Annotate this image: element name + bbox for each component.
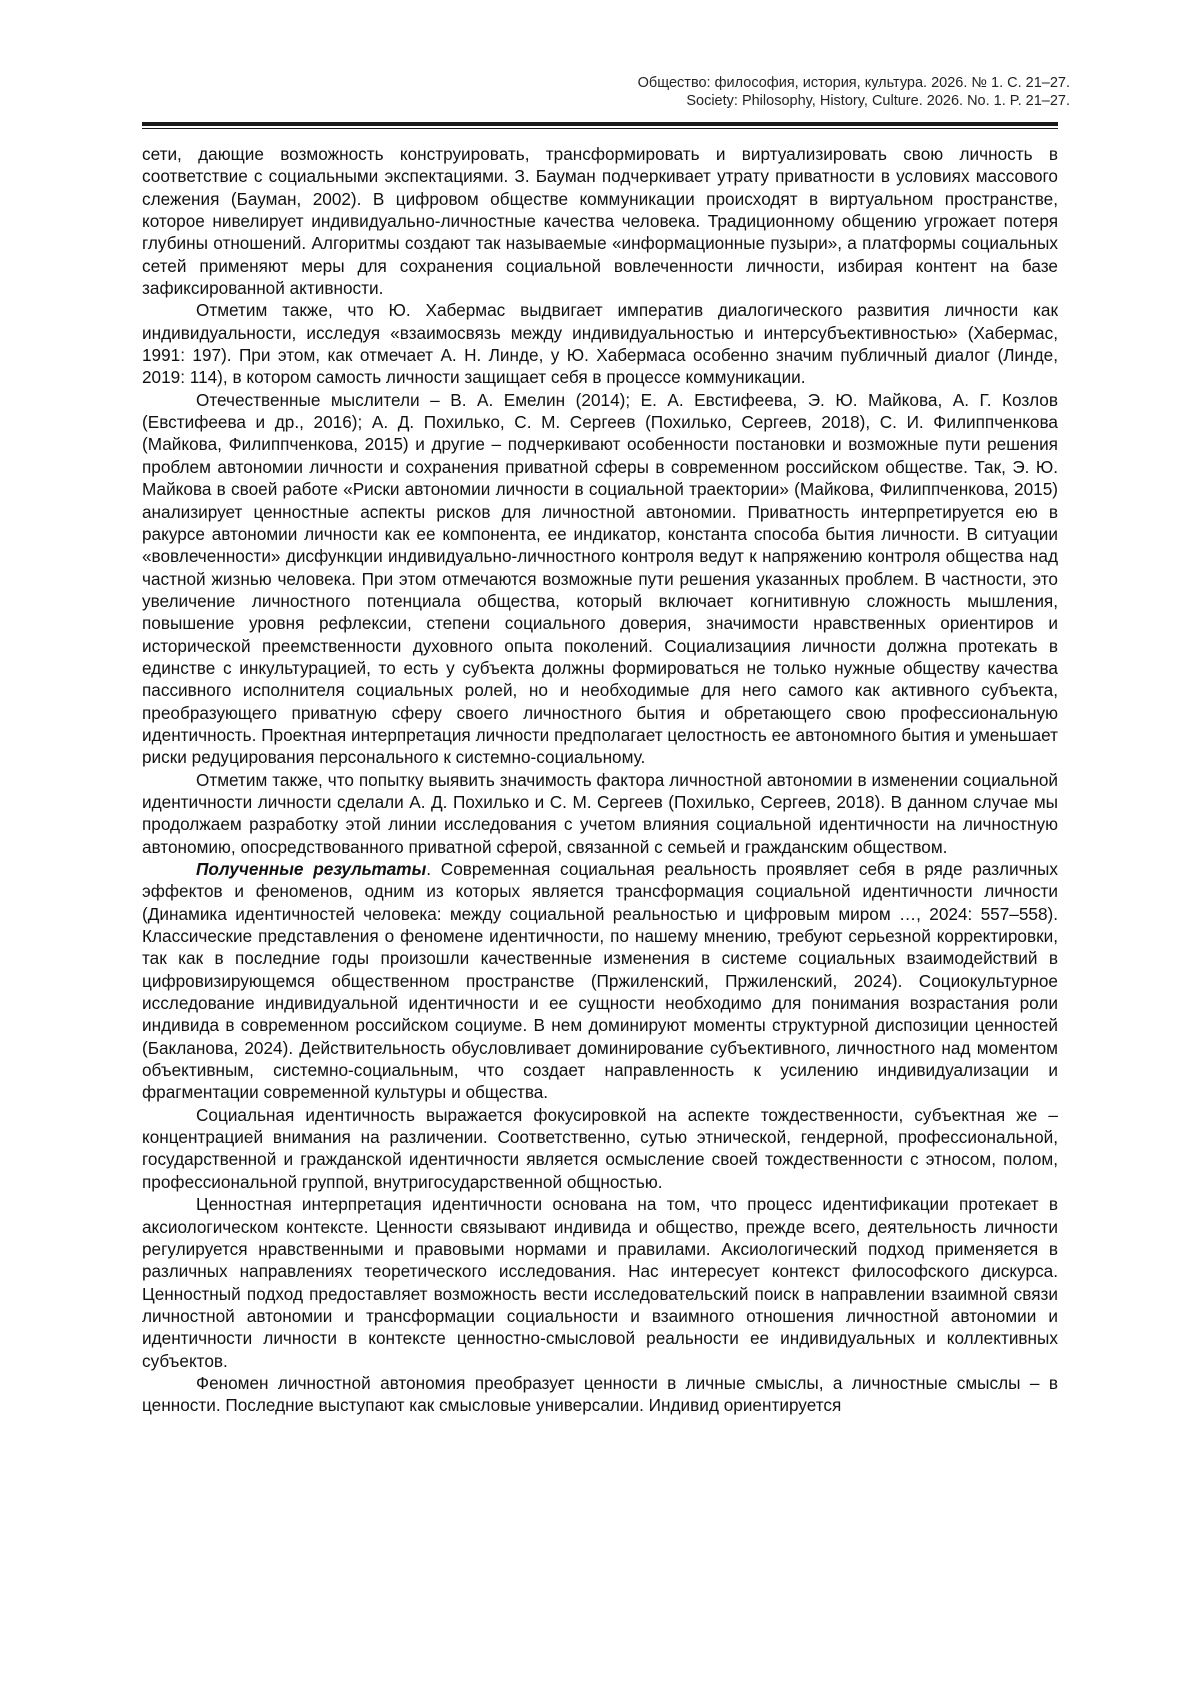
- paragraph-autonomy-phenomenon: Феномен личностной автономия преобразует ценности в личные смыслы, а личностные смыслы – в ценности. Последние выступают как смысловые универсалии. Индивид ориентируется: [142, 1372, 1058, 1416]
- paragraph-results: [142, 858, 1058, 1104]
- paragraph-habermas: Отметим также, что Ю. Хабермас выдвигает императив диалогического развития личности как индивидуальности, исследуя «взаимосвязь между индивидуальностью и интерсубъективностью» (Хабермас, 1991: 197). При этом, как отмечает А. Н. Линде, у Ю. Хабермаса особенно значим публичный диалог (Линде, 2019: 114), в котором самость личности защищает себя в процессе коммуникации.: [142, 300, 1058, 388]
- paragraph-domestic-thinkers: Отечественные мыслители – В. А. Емелин (2014); Е. А. Евстифеева, Э. Ю. Майкова, А. Г. Козлов (Евстифеева и др., 2016); А. Д. Похилько, С. М. Сергеев (Похилько, Сергеев, 2018), С. И. Филиппченкова (Майкова, Филиппченкова, 2015) и другие – подчеркивают особенности постановки и возможные пути решения проблем автономии личности и сохранения приватной сферы в современном российском обществе. Так, Э. Ю. Майкова в своей работе «Риски автономии личности в социальной траектории» (Майкова, Филиппченкова, 2015) анализирует ценностные аспекты рисков для личностной автономии. Приватность интерпретируется ею в ракурсе автономии личности как ее компонента, ее индикатор, константа способа бытия личности. В ситуации «вовлеченности» дисфункции индивидуально-личностного контроля ведут к напряжению контроля общества над частной жизнью человека. При этом отмечаются возможные пути решения указанных проблем. В частности, это увеличение личностного потенциала общества, который включает когнитивную сложность мышления, повышение уровня рефлексии, степени социального доверия, значимости нравственных ориентиров и исторической преемственности духовного опыта поколений. Социализациия личности должна протекать в единстве с инкультурацией, то есть у субъекта должны формироваться не только нужные обществу качества пассивного исполнителя социальных ролей, но и необходимые для него самого как активного субъекта, преобразующего приватную сферу своего личностного бытия и обретающего свою профессиональную идентичность. Проектная интерпретация личности предполагает целостность ее автономного бытия и уменьшает риски редуцирования персонального к системно-социальному.: [142, 389, 1058, 768]
- running-header: [638, 74, 1070, 110]
- journal-citation-en: Society: Philosophy, History, Culture. 2026. No. 1. P. 21–27.: [686, 93, 1070, 109]
- paragraph-social-identity: Социальная идентичность выражается фокусировкой на аспекте тождественности, субъектная же – концентрацией внимания на различении. Соответственно, сутью этнической, гендерной, профессиональной, государственной и гражданской идентичности является осмысление своей тождественности с этносом, полом, профессиональной группой, внутригосударственной общностью.: [142, 1104, 1058, 1192]
- section-heading-results: Полученные результаты: [196, 859, 427, 879]
- paragraph-value-interpretation: Ценностная интерпретация идентичности основана на том, что процесс идентификации протекает в аксиологическом контексте. Ценности связывают индивида и общество, прежде всего, деятельность личности регулируется нравственными и правовыми нормами и правилами. Аксиологический подход применяется в различных направлениях теоретического исследования. Нас интересует контекст философского дискурса. Ценностный подход предоставляет возможность вести исследовательский поиск в направлении взаимной связи личностной автономии и трансформации социальности и взаимного отношения личностной автономии и идентичности личности в контексте ценностно-смысловой реальности ее индивидуальных и коллективных субъектов.: [142, 1194, 1058, 1371]
- article-body: [142, 143, 1058, 1417]
- paragraph-identity-autonomy: Отметим также, что попытку выявить значимость фактора личностной автономии в изменении социальной идентичности личности сделали А. Д. Похилько и С. М. Сергеев (Похилько, Сергеев, 2018). В данном случае мы продолжаем разработку этой линии исследования с учетом влияния социальной идентичности на личностную автономию, опосредствованного приватной сферой, связанной с семьей и гражданским обществом.: [142, 769, 1058, 857]
- paragraph-continued: сети, дающие возможность конструировать, трансформировать и виртуализировать свою личность в соответствие с социальными экспектациями. З. Бауман подчеркивает утрату приватности в условиях массового слежения (Бауман, 2002). В цифровом обществе коммуникации происходят в виртуальном пространстве, которое нивелирует индивидуально-личностные качества человека. Традиционному общению угрожает потеря глубины отношений. Алгоритмы создают так называемые «информационные пузыри», а платформы социальных сетей применяют меры для сохранения социальной вовлеченности личности, избирая контент на базе зафиксированной активности.: [142, 144, 1058, 299]
- journal-citation-ru: Общество: философия, история, культура. 2026. № 1. С. 21–27.: [637, 75, 1070, 91]
- header-rule: [142, 122, 1058, 126]
- header-rule-thin: [142, 128, 1058, 129]
- paragraph-results-text: . Современная социальная реальность проявляет себя в ряде различных эффектов и феноменов, одним из которых является трансформация социальной идентичности личности (Динамика идентичностей человека: между социальной реальностью и цифровым миром …, 2024: 557–558). Классические представления о феномене идентичности, по нашему мнению, требуют серьезной корректировки, так как в последние годы произошли качественные изменения в системе социальных взаимодействий в цифровизирующемся общественном пространстве (Пржиленский, Пржиленский, 2024). Социокультурное исследование индивидуальной идентичности и ее сущности необходимо для понимания возрастания роли индивида в современном российском социуме. В нем доминируют моменты структурной диспозиции ценностей (Бакланова, 2024). Действительность обусловливает доминирование субъективного, личностного над моментом объективным, системно-социальным, что создает направленность к усилению индивидуализации и фрагментации современной культуры и общества.: [142, 859, 1058, 1103]
